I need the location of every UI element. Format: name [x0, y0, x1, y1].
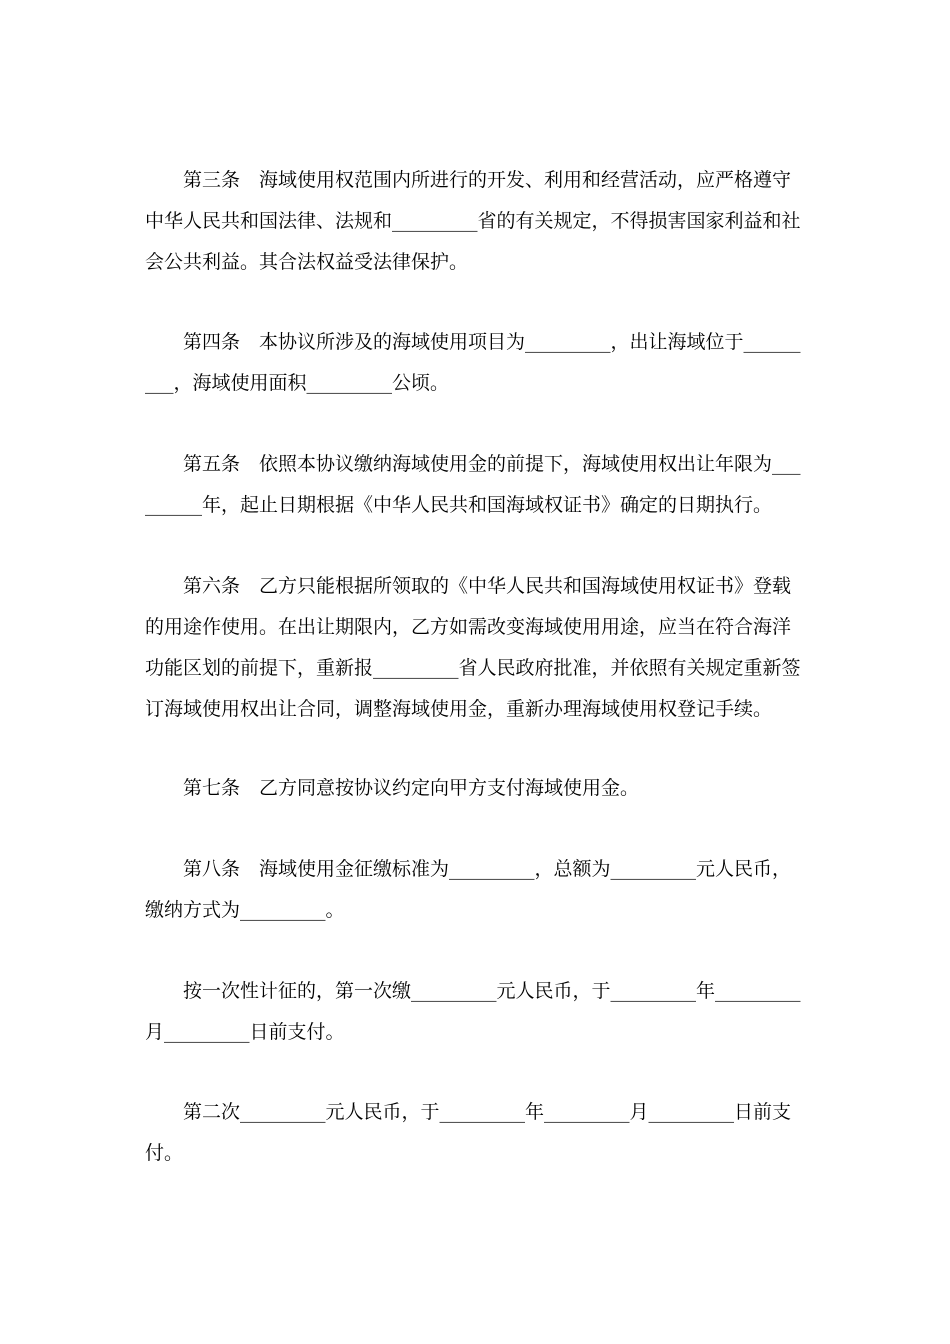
article-6-line-2: 的用途作使用。在出让期限内，乙方如需改变海域使用用途，应当在符合海洋	[145, 616, 792, 638]
article-4-line-2: ___，海域使用面积_________公顷。	[145, 372, 450, 394]
lump-sum-line-1: 按一次性计征的，第一次缴_________元人民币，于_________年_________	[183, 980, 801, 1002]
article-6-line-4: 订海域使用权出让合同，调整海域使用金，重新办理海域使用权登记手续。	[145, 698, 773, 720]
article-5-line-1: 第五条 依照本协议缴纳海域使用金的前提下，海域使用权出让年限为___	[183, 453, 801, 475]
article-4-line-1: 第四条 本协议所涉及的海域使用项目为_________，出让海域位于______	[183, 331, 801, 353]
article-6-line-1: 第六条 乙方只能根据所领取的《中华人民共和国海域使用权证书》登载	[183, 575, 792, 597]
article-3-line-3: 会公共利益。其合法权益受法律保护。	[145, 251, 469, 273]
article-7-line-1: 第七条 乙方同意按协议约定向甲方支付海域使用金。	[183, 777, 640, 799]
lump-sum-line-2: 月_________日前支付。	[145, 1021, 345, 1043]
article-3-line-2: 中华人民共和国法律、法规和_________省的有关规定，不得损害国家利益和社	[145, 210, 801, 232]
second-payment-line-1: 第二次_________元人民币，于_________年_________月_________日前支	[183, 1101, 792, 1123]
article-8-line-2: 缴纳方式为_________。	[145, 899, 345, 921]
second-payment-line-2: 付。	[145, 1142, 184, 1164]
article-8-line-1: 第八条 海域使用金征缴标准为_________，总额为_________元人民币，	[183, 858, 792, 880]
article-3-line-1: 第三条 海域使用权范围内所进行的开发、利用和经营活动，应严格遵守	[183, 169, 792, 191]
article-6-line-3: 功能区划的前提下，重新报_________省人民政府批准，并依照有关规定重新签	[145, 657, 801, 679]
article-5-line-2: ______年，起止日期根据《中华人民共和国海域权证书》确定的日期执行。	[145, 494, 773, 516]
